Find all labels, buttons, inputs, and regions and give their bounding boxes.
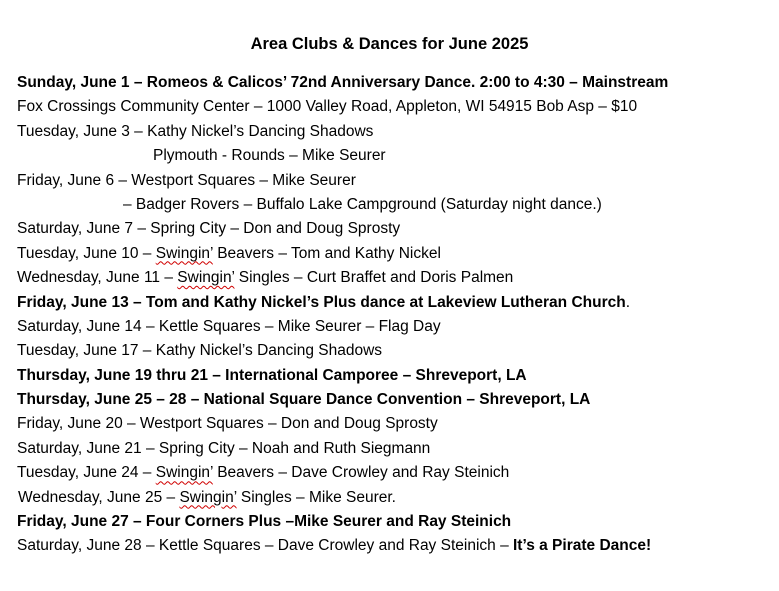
schedule-line-june-19: Thursday, June 19 thru 21 – International Camporee – Shreveport, LA bbox=[17, 366, 527, 384]
schedule-line-june-7: Saturday, June 7 – Spring City – Don and Doug Sprosty bbox=[17, 220, 401, 238]
schedule-line-june-6: Friday, June 6 – Westport Squares – Mike Seurer bbox=[17, 171, 356, 189]
schedule-line-june-11 bbox=[17, 266, 772, 290]
page-title: Area Clubs & Dances for June 2025 bbox=[250, 35, 529, 53]
line-text-bold: It’s a Pirate Dance! bbox=[513, 537, 652, 555]
schedule-line-june-25-convention: Thursday, June 25 – 28 – National Square Dance Convention – Shreveport, LA bbox=[17, 391, 591, 409]
spellcheck-flagged-word: Swingin’ bbox=[179, 488, 237, 506]
line-text: Singles – Curt Braffet and Doris Palmen bbox=[234, 269, 514, 287]
schedule-line-june-20: Friday, June 20 – Westport Squares – Don and Doug Sprosty bbox=[17, 415, 438, 433]
schedule-line-june-6-badger-rovers: – Badger Rovers – Buffalo Lake Campground (Saturday night dance.) bbox=[123, 195, 602, 213]
schedule-line-june-21: Saturday, June 21 – Spring City – Noah and Ruth Siegmann bbox=[17, 439, 431, 457]
schedule-line-june-1-venue: Fox Crossings Community Center – 1000 Valley Road, Appleton, WI 54915 Bob Asp – $10 bbox=[17, 98, 638, 116]
line-text: Wednesday, June 11 – bbox=[17, 269, 178, 287]
schedule-line-june-14: Saturday, June 14 – Kettle Squares – Mike Seurer – Flag Day bbox=[17, 317, 441, 335]
schedule-line-june-28 bbox=[17, 534, 772, 558]
schedule-line-june-24 bbox=[17, 461, 772, 485]
line-text: Singles – Mike Seurer. bbox=[236, 488, 396, 506]
schedule-line-june-25 bbox=[17, 486, 772, 510]
spellcheck-flagged-word: Swingin’ bbox=[155, 464, 213, 482]
line-text: Wednesday, June 25 – bbox=[18, 488, 180, 506]
line-text-bold: Friday, June 13 – Tom and Kathy Nickel’s Plus dance at Lakeview Lutheran Church bbox=[17, 293, 626, 311]
schedule-list bbox=[17, 71, 772, 559]
line-text: Beavers – Tom and Kathy Nickel bbox=[212, 244, 441, 262]
schedule-line-june-3: Tuesday, June 3 – Kathy Nickel’s Dancing Shadows bbox=[17, 122, 374, 140]
line-text: Saturday, June 28 – Kettle Squares – Dave Crowley and Ray Steinich – bbox=[17, 537, 513, 555]
schedule-line-june-1: Sunday, June 1 – Romeos & Calicos’ 72nd Anniversary Dance. 2:00 to 4:30 – Mainstream bbox=[17, 74, 669, 91]
line-text: Beavers – Dave Crowley and Ray Steinich bbox=[212, 464, 510, 482]
spellcheck-flagged-word: Swingin’ bbox=[155, 244, 213, 262]
schedule-line-june-13 bbox=[17, 291, 772, 315]
spellcheck-flagged-word: Swingin’ bbox=[177, 269, 235, 287]
line-text: . bbox=[625, 293, 631, 311]
line-text: Tuesday, June 24 – bbox=[17, 464, 156, 482]
schedule-line-june-17: Tuesday, June 17 – Kathy Nickel’s Dancing Shadows bbox=[17, 342, 383, 360]
schedule-line-june-27: Friday, June 27 – Four Corners Plus –Mike Seurer and Ray Steinich bbox=[17, 513, 512, 531]
line-text: Tuesday, June 10 – bbox=[17, 244, 156, 262]
schedule-line-june-10 bbox=[17, 242, 772, 266]
schedule-line-june-3-plymouth: Plymouth - Rounds – Mike Seurer bbox=[153, 147, 386, 165]
